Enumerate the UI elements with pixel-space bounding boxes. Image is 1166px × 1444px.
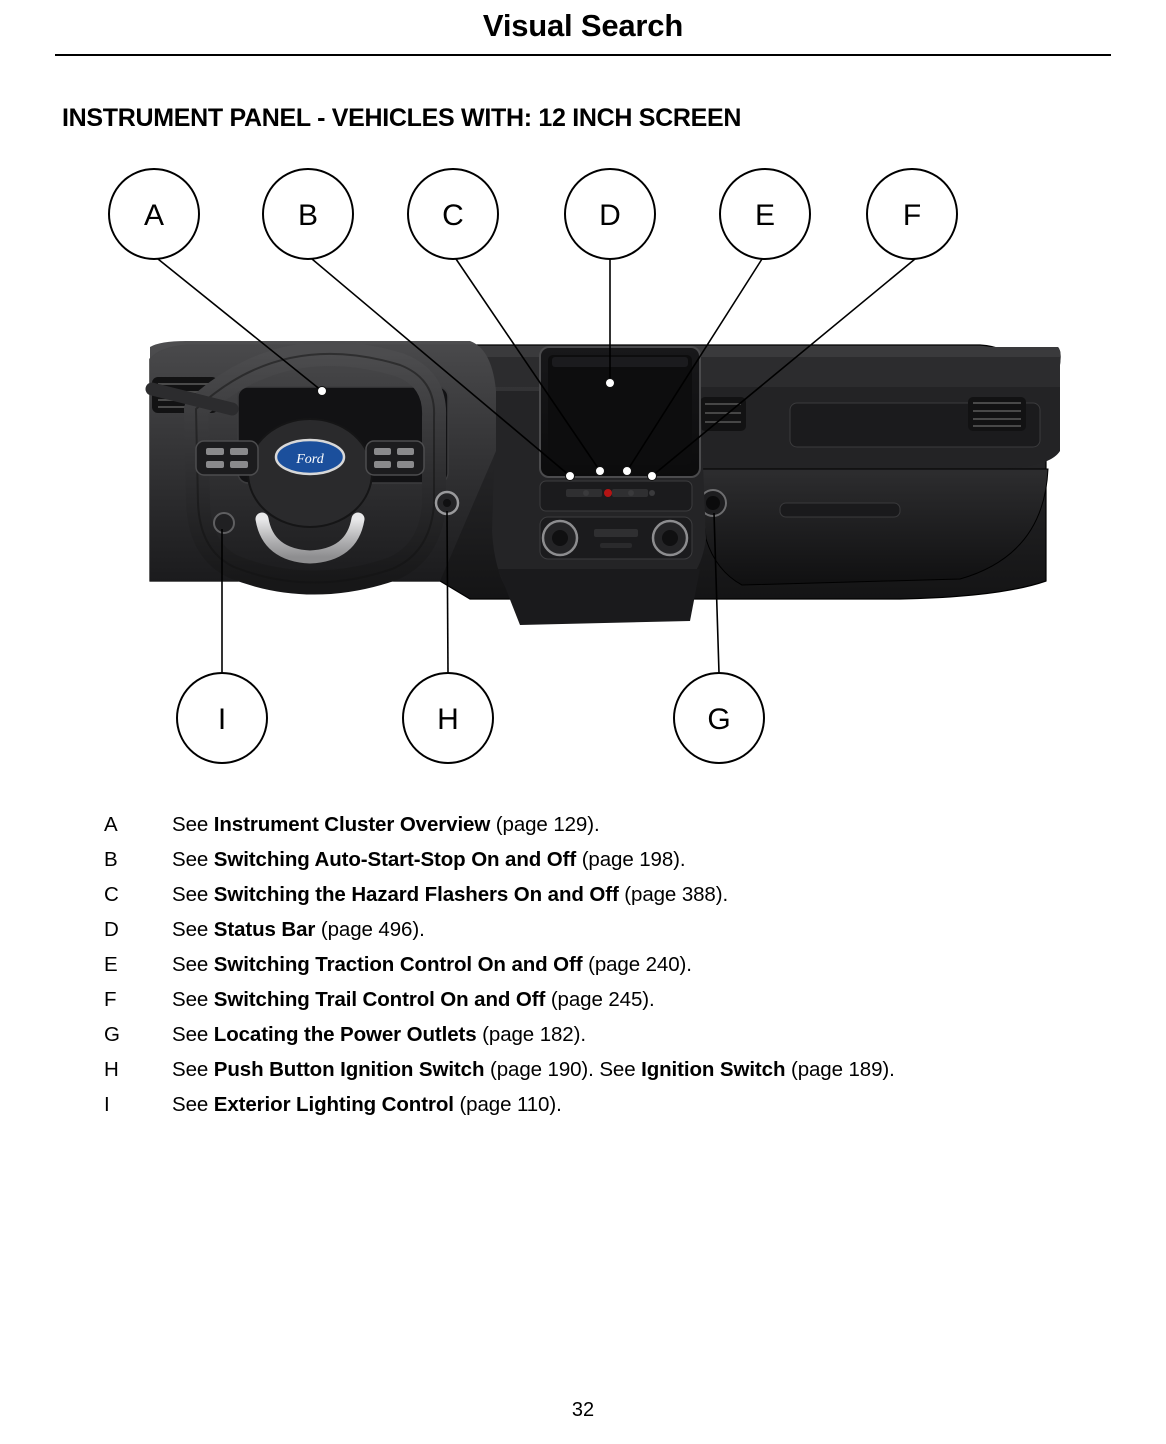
legend-bold: Switching the Hazard Flashers On and Off (213, 883, 619, 906)
page-title: Visual Search (482, 8, 684, 43)
legend-post: (page 129). (490, 813, 600, 836)
callout-label-h: H (437, 703, 459, 736)
callout-label-e: E (754, 199, 776, 232)
legend-pre: See (172, 1093, 214, 1116)
legend-item-d (104, 918, 1166, 942)
legend-post: (page 496). (315, 918, 425, 941)
legend-pre: See (172, 883, 214, 906)
legend-post: (page 110). (453, 1093, 562, 1116)
legend-pre: See (172, 813, 214, 836)
legend-bold: Locating the Power Outlets (213, 1023, 477, 1046)
instrument-panel-figure (0, 151, 1166, 791)
legend-item-f (104, 988, 1166, 1012)
legend-bold: Switching Traction Control On and Off (213, 953, 583, 976)
legend-post: (page 245). (545, 988, 655, 1011)
callout-label-a: A (143, 199, 165, 232)
legend-description (172, 883, 728, 907)
legend-key: I (104, 1093, 110, 1116)
legend-key: B (104, 848, 118, 871)
legend-key: A (104, 813, 118, 836)
instrument-panel-illustration (0, 151, 1166, 791)
legend-post: (page 190). See (484, 1058, 642, 1081)
section-title: INSTRUMENT PANEL - VEHICLES WITH: 12 INCH SCREEN (62, 104, 742, 132)
legend-description (172, 813, 600, 837)
legend-bold-2: Ignition Switch (641, 1058, 786, 1081)
legend-key: H (104, 1058, 119, 1081)
legend-pre: See (172, 918, 214, 941)
header-divider (55, 54, 1111, 56)
legend-description (172, 953, 692, 977)
callout-label-d: D (599, 199, 621, 232)
legend-post-2: (page 189). (785, 1058, 895, 1081)
legend-item-e (104, 953, 1166, 977)
legend-description (172, 918, 425, 942)
page-header (0, 0, 1166, 44)
legend-pre: See (172, 1058, 214, 1081)
callout-label-c: C (442, 199, 464, 232)
legend-description (172, 1093, 562, 1117)
legend-bold: Switching Trail Control On and Off (213, 988, 546, 1011)
legend-bold: Switching Auto-Start-Stop On and Off (213, 848, 577, 871)
legend-item-i (104, 1093, 1166, 1117)
legend-post: (page 388). (618, 883, 729, 906)
legend-pre: See (172, 1023, 214, 1046)
legend-pre: See (172, 988, 214, 1011)
legend-post: (page 182). (476, 1023, 586, 1046)
svg-text:Ford: Ford (296, 452, 324, 467)
legend-key: F (104, 988, 117, 1011)
legend-description (172, 988, 655, 1012)
page-number: 32 (571, 1399, 595, 1421)
legend-item-h (104, 1058, 1166, 1082)
legend-bold: Instrument Cluster Overview (213, 813, 491, 836)
legend-post: (page 198). (576, 848, 686, 871)
callout-label-f: F (902, 199, 922, 232)
legend-item-c (104, 883, 1166, 907)
legend-key: D (104, 918, 119, 941)
legend-post: (page 240). (582, 953, 692, 976)
legend-pre: See (172, 848, 214, 871)
legend-item-g (104, 1023, 1166, 1047)
legend-bold: Status Bar (213, 918, 316, 941)
legend-key: G (104, 1023, 120, 1046)
callout-label-i: I (217, 703, 227, 736)
callout-label-b: B (297, 199, 319, 232)
legend-bold: Push Button Ignition Switch (213, 1058, 485, 1081)
legend-item-b (104, 848, 1166, 872)
legend-item-a (104, 813, 1166, 837)
legend-list (0, 813, 1166, 1117)
legend-bold: Exterior Lighting Control (213, 1093, 454, 1116)
legend-description (172, 1023, 586, 1047)
legend-key: E (104, 953, 118, 976)
callout-label-g: G (707, 703, 731, 736)
legend-key: C (104, 883, 119, 906)
legend-description (172, 1058, 895, 1082)
legend-pre: See (172, 953, 214, 976)
legend-description (172, 848, 685, 872)
